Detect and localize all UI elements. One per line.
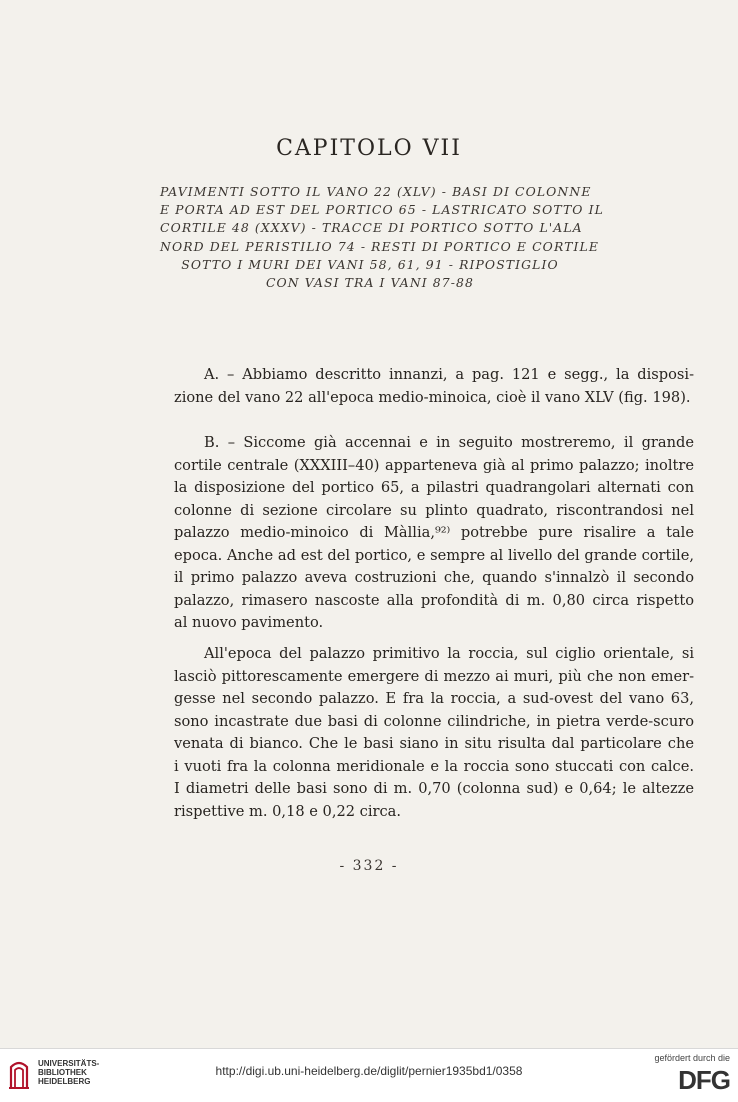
paragraph-b — [174, 432, 694, 635]
text-line: I diametri delle basi sono di m. 0,70 (colonna sud) e 0,64; le altezze — [174, 780, 694, 797]
text-line: zione del vano 22 all'epoca medio-minoica, cioè il vano XLV (fig. 198). — [174, 388, 691, 406]
summary-line: SOTTO I MURI DEI VANI 58, 61, 91 - RIPOSTIGLIO — [181, 256, 559, 272]
text-line: la disposizione del portico 65, a pilastri quadrangolari alternati con — [174, 479, 694, 496]
page-number: - 332 - — [339, 858, 399, 874]
text-line: venata di bianco. Che le basi siano in situ risulta dal particolare che — [174, 735, 694, 752]
text-line: cortile centrale (XXXIII–40) apparteneva già al primo palazzo; inoltre — [174, 456, 694, 474]
dfg-logo[interactable]: DFG — [678, 1065, 730, 1095]
text-line: epoca. Anche ad est del portico, e sempre al livello del grande cortile, — [174, 546, 694, 564]
text-line: palazzo, rimasero nascoste alla profondità di m. 0,80 circa rispetto — [174, 591, 694, 609]
text-line: rispettive m. 0,18 e 0,22 circa. — [174, 802, 402, 820]
library-name-line: BIBLIOTHEK — [38, 1068, 87, 1077]
text-line: il primo palazzo aveva costruzioni che, quando s'innalzò il secondo — [174, 569, 694, 586]
library-name-line: HEIDELBERG — [38, 1077, 91, 1086]
summary-line: CON VASI TRA I VANI 87-88 — [265, 275, 475, 291]
paragraph-a — [174, 364, 694, 409]
text-line: i vuoti fra la colonna meridionale e la roccia sono stuccati con calce. — [174, 757, 694, 775]
chapter-title: CAPITOLO VII — [276, 136, 462, 161]
text-line: gesse nel secondo palazzo. E fra la roccia, a sud-ovest del vano 63, — [174, 690, 694, 707]
text-line: colonne di sezione circolare su plinto quadrato, riscontrandosi nel — [174, 501, 694, 519]
text-line: B. – Siccome già accennai e in seguito mostreremo, il grande — [204, 434, 694, 451]
chapter-summary — [160, 183, 604, 292]
summary-line: E PORTA AD EST DEL PORTICO 65 - LASTRICATO SOTTO IL — [160, 202, 604, 218]
text-line: sono incastrate due basi di colonne cilindriche, in pietra verde-scuro — [174, 712, 694, 730]
text-line: All'epoca del palazzo primitivo la roccia, sul ciglio orientale, si — [204, 645, 694, 662]
viewer-footer — [0, 1048, 738, 1102]
text-line: A. – Abbiamo descritto innanzi, a pag. 121 e segg., la disposi- — [204, 366, 694, 383]
text-line: palazzo medio-minoico di Màllia,⁹²⁾ potrebbe pure risalire a tale — [174, 524, 694, 541]
text-line: al nuovo pavimento. — [174, 614, 324, 631]
library-name-line: UNIVERSITÄTS- — [38, 1059, 100, 1068]
summary-line: CORTILE 48 (XXXV) - TRACCE DI PORTICO SOTTO L'ALA — [160, 220, 583, 236]
summary-line: PAVIMENTI SOTTO IL VANO 22 (XLV) - BASI DI COLONNE — [160, 184, 592, 199]
permalink-url[interactable]: http://digi.ub.uni-heidelberg.de/diglit/pernier1935bd1/0358 — [215, 1064, 523, 1078]
summary-line: NORD DEL PERISTILIO 74 - RESTI DI PORTICO E CORTILE — [160, 238, 599, 254]
funding-caption: gefördert durch die — [654, 1053, 730, 1063]
text-line: lasciò pittorescamente emergere di mezzo ai muri, più che non emer- — [174, 667, 694, 685]
paragraph-c — [174, 643, 694, 823]
